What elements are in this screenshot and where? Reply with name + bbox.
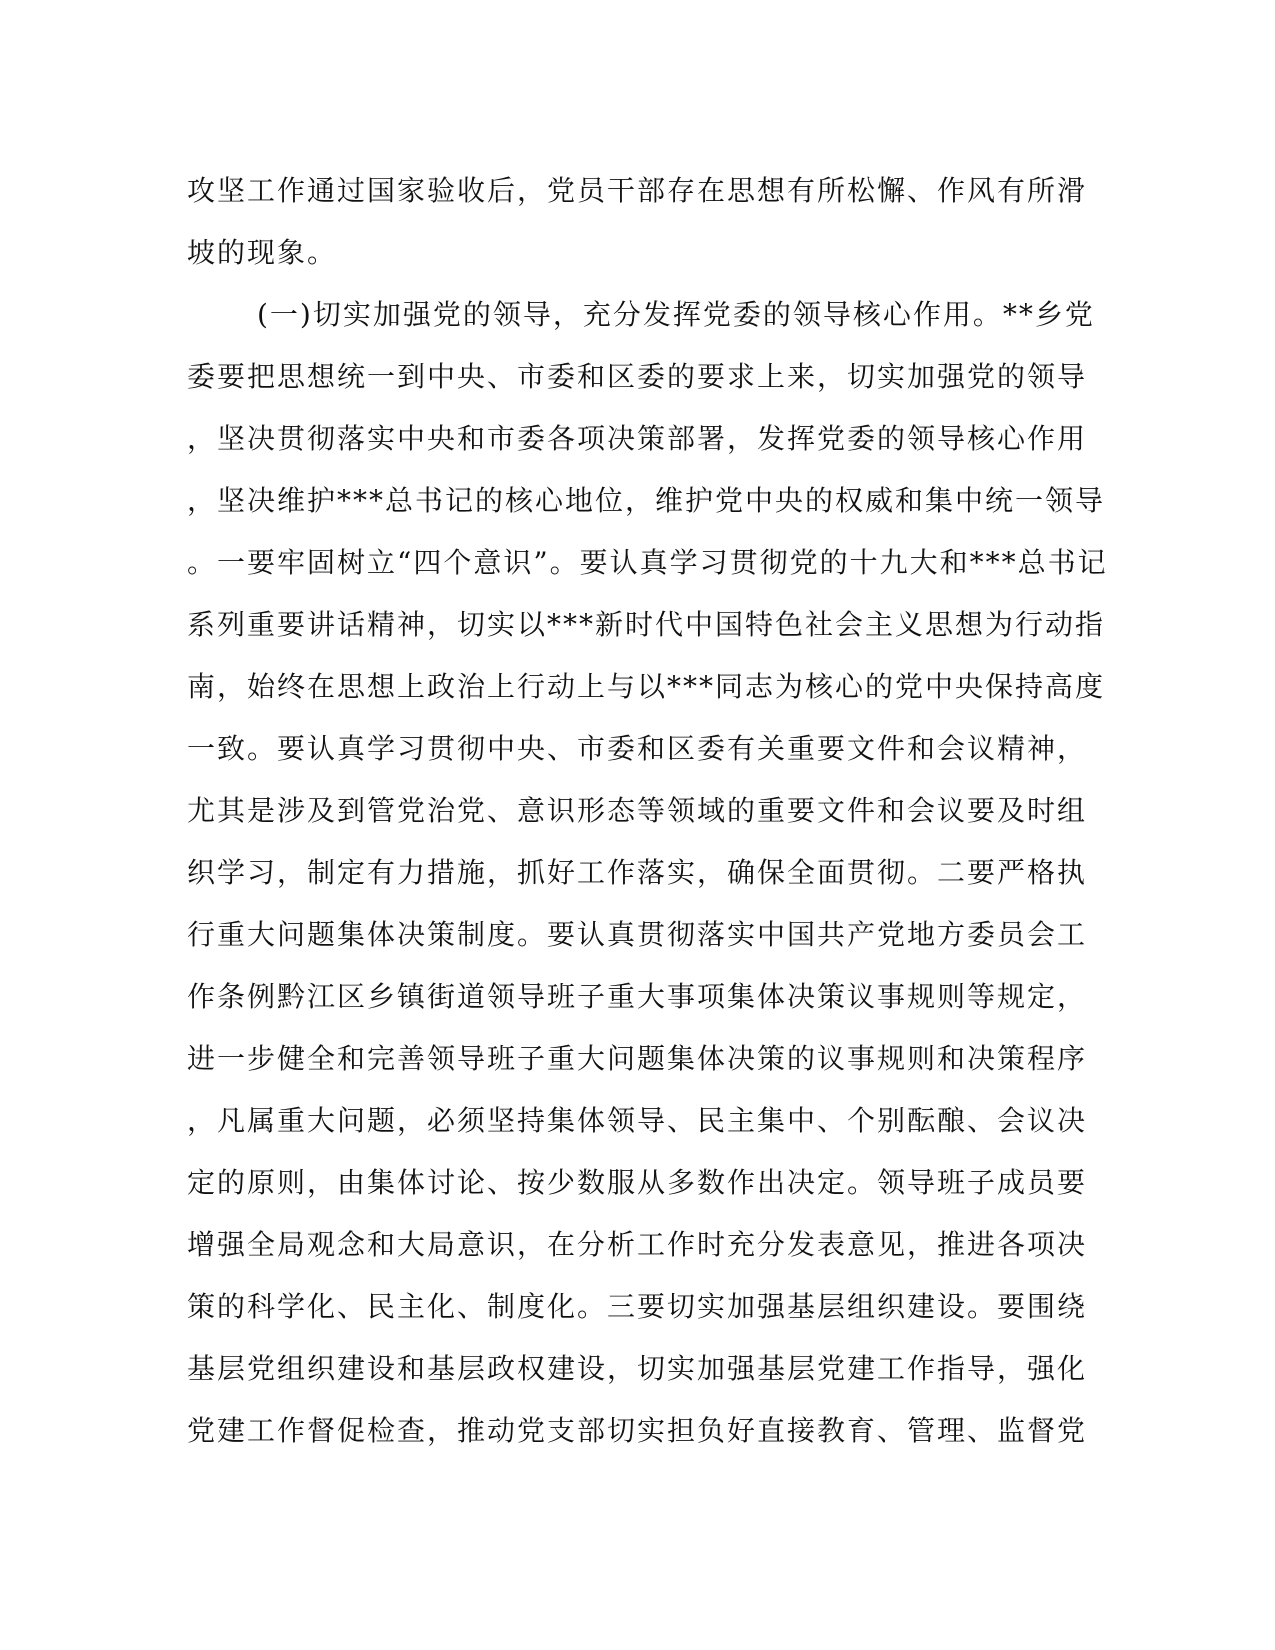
text-line: 南，始终在思想上政治上行动上与以***同志为核心的党中央保持高度 — [187, 670, 1106, 703]
text-line: 坡的现象。 — [187, 236, 338, 269]
text-line: 系列重要讲话精神，切实以***新时代中国特色社会主义思想为行动指 — [187, 608, 1106, 641]
text-line: 行重大问题集体决策制度。要认真贯彻落实中国共产党地方委员会工 — [187, 918, 1088, 951]
text-line: ，凡属重大问题，必须坚持集体领导、民主集中、个别酝酿、会议决 — [187, 1104, 1088, 1137]
text-line: 攻坚工作通过国家验收后，党员干部存在思想有所松懈、作风有所滑 — [187, 174, 1088, 207]
text-line: 进一步健全和完善领导班子重大问题集体决策的议事规则和决策程序 — [187, 1042, 1088, 1075]
text-line: ，坚决维护***总书记的核心地位，维护党中央的权威和集中统一领导 — [187, 484, 1106, 517]
text-line: 尤其是涉及到管党治党、意识形态等领域的重要文件和会议要及时组 — [187, 794, 1088, 827]
text-line: 策的科学化、民主化、制度化。三要切实加强基层组织建设。要围绕 — [187, 1290, 1088, 1323]
text-line: 委要把思想统一到中央、市委和区委的要求上来，切实加强党的领导 — [187, 360, 1088, 393]
text-line: 党建工作督促检查，推动党支部切实担负好直接教育、管理、监督党 — [187, 1414, 1088, 1447]
text-line: 。一要牢固树立“四个意识”。要认真学习贯彻党的十九大和***总书记 — [187, 546, 1108, 579]
text-line: 织学习，制定有力措施，抓好工作落实，确保全面贯彻。二要严格执 — [187, 856, 1088, 889]
body-text — [187, 160, 1108, 1462]
text-line: 增强全局观念和大局意识，在分析工作时充分发表意见，推进各项决 — [187, 1228, 1088, 1261]
text-line: 基层党组织建设和基层政权建设，切实加强基层党建工作指导，强化 — [187, 1352, 1088, 1385]
section-heading-line: (一)切实加强党的领导，充分发挥党委的领导核心作用。**乡党 — [257, 298, 1095, 331]
text-line: ，坚决贯彻落实中央和市委各项决策部署，发挥党委的领导核心作用 — [187, 422, 1088, 455]
text-line: 一致。要认真学习贯彻中央、市委和区委有关重要文件和会议精神， — [187, 732, 1088, 765]
text-line: 定的原则，由集体讨论、按少数服从多数作出决定。领导班子成员要 — [187, 1166, 1088, 1199]
text-line: 作条例黔江区乡镇街道领导班子重大事项集体决策议事规则等规定， — [187, 980, 1088, 1013]
